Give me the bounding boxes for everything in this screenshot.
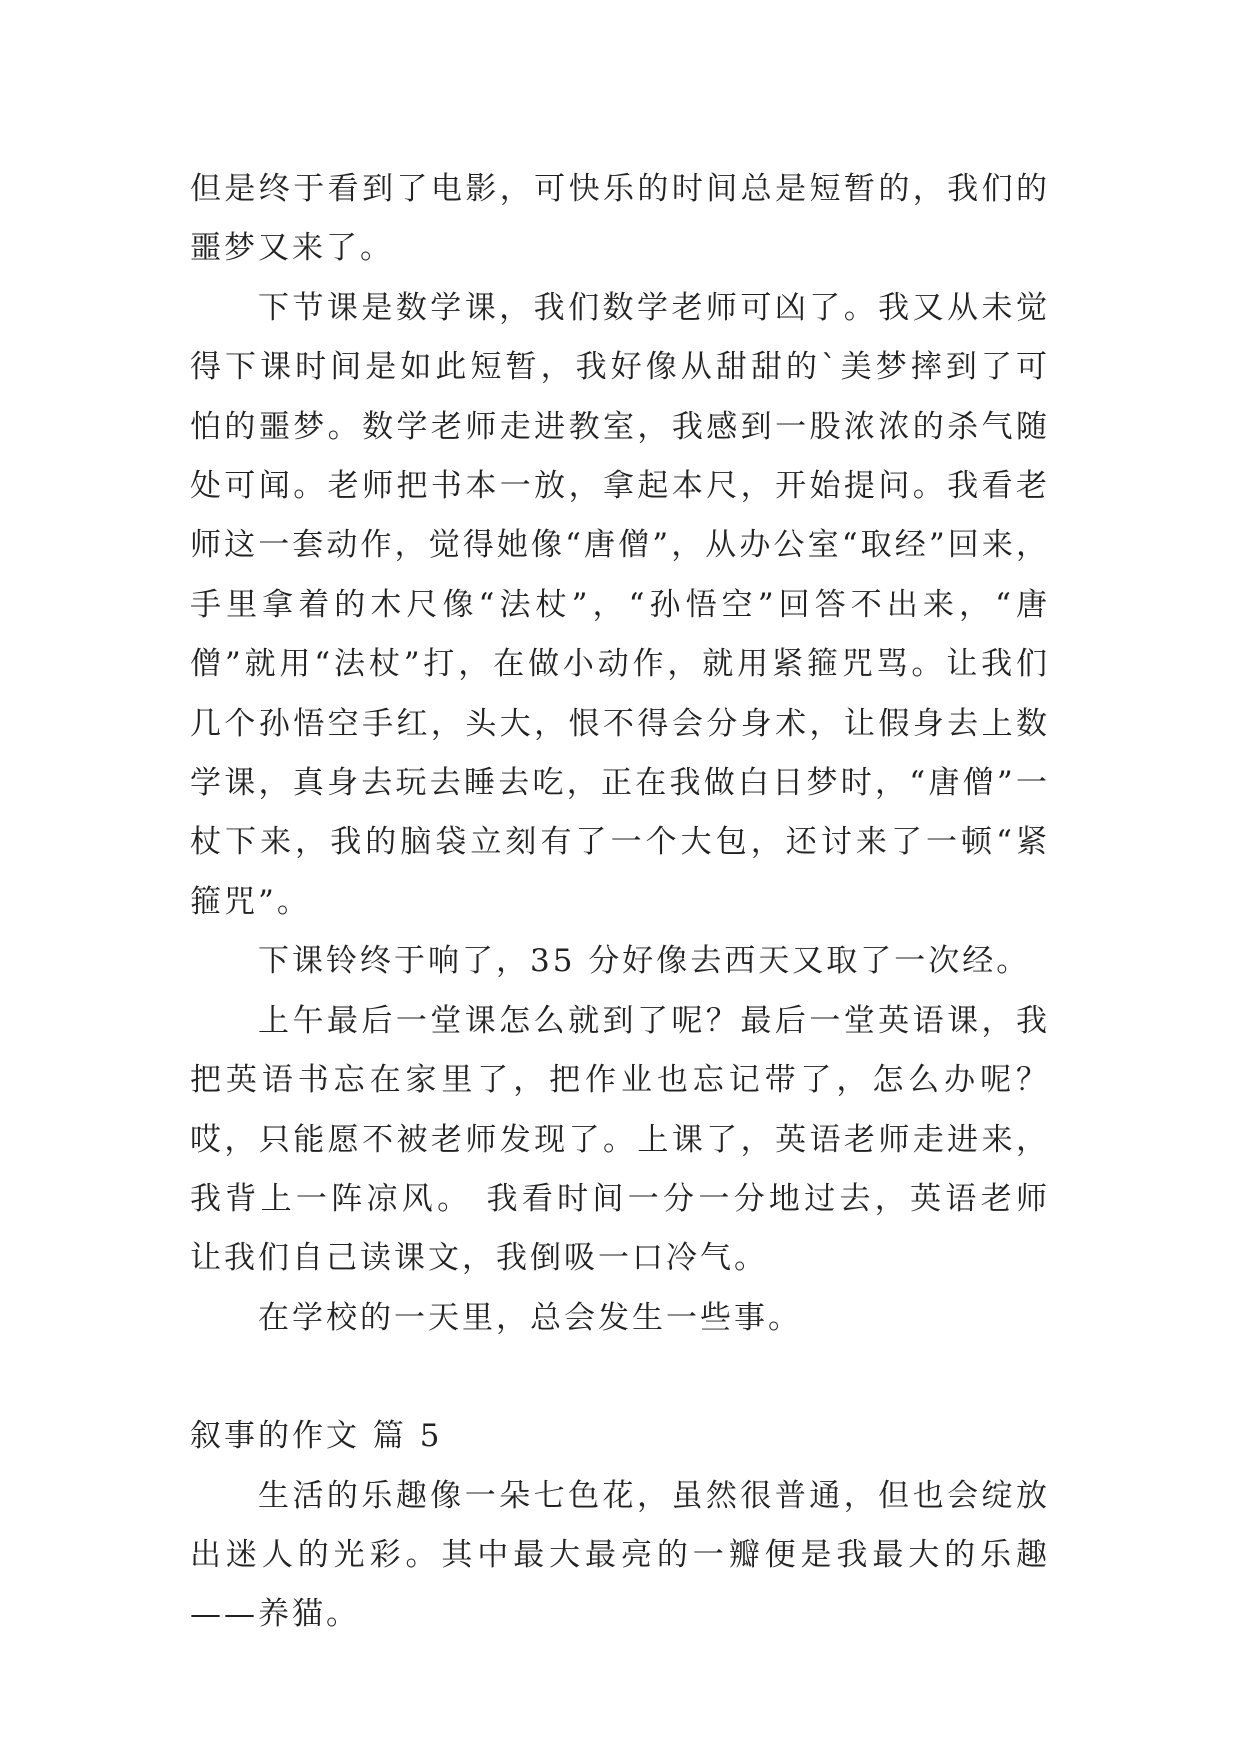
document-body [190, 160, 1050, 1645]
paragraph-continuation: 但是终于看到了电影，可快乐的时间总是短暂的，我们的噩梦又来了。 [190, 171, 1050, 267]
paragraph-english-class: 上午最后一堂课怎么就到了呢？最后一堂英语课，我把英语书忘在家里了，把作业也忘记带了，怎么办呢？哎，只能愿不被老师发现了。上课了，英语老师走进来，我背上一阵凉风。 我看时间一分一分地过去，英语老师让我们自己读课文，我倒吸一口冷气。 [190, 1002, 1050, 1277]
paragraph-conclusion: 在学校的一天里，总会发生一些事。 [258, 1299, 802, 1336]
paragraph-math-class: 下节课是数学课，我们数学老师可凶了。我又从未觉得下课时间是如此短暂，我好像从甜甜的`美梦摔到了可怕的噩梦。数学老师走进教室，我感到一股浓浓的杀气随处可闻。老师把书本一放，拿起本尺，开始提问。我看老师这一套动作，觉得她像“唐僧”，从办公室“取经”回来，手里拿着的木尺像“法杖”，“孙悟空”回答不出来，“唐僧”就用“法杖”打，在做小动作，就用紧箍咒骂。让我们几个孙悟空手红，头大，恨不得会分身术，让假身去上数学课，真身去玩去睡去吃，正在我做白日梦时，“唐僧”一杖下来，我的脑袋立刻有了一个大包，还讨来了一顿“紧箍咒”。 [190, 289, 1050, 920]
paragraph-bell: 下课铃终于响了，35 分好像去西天又取了一次经。 [258, 943, 1031, 980]
section-heading: 叙事的作文 篇 5 [190, 1418, 443, 1455]
paragraph-section-5-intro: 生活的乐趣像一朵七色花，虽然很普通，但也会绽放出迷人的光彩。其中最大最亮的一瓣便是我最大的乐趣——养猫。 [190, 1477, 1050, 1633]
